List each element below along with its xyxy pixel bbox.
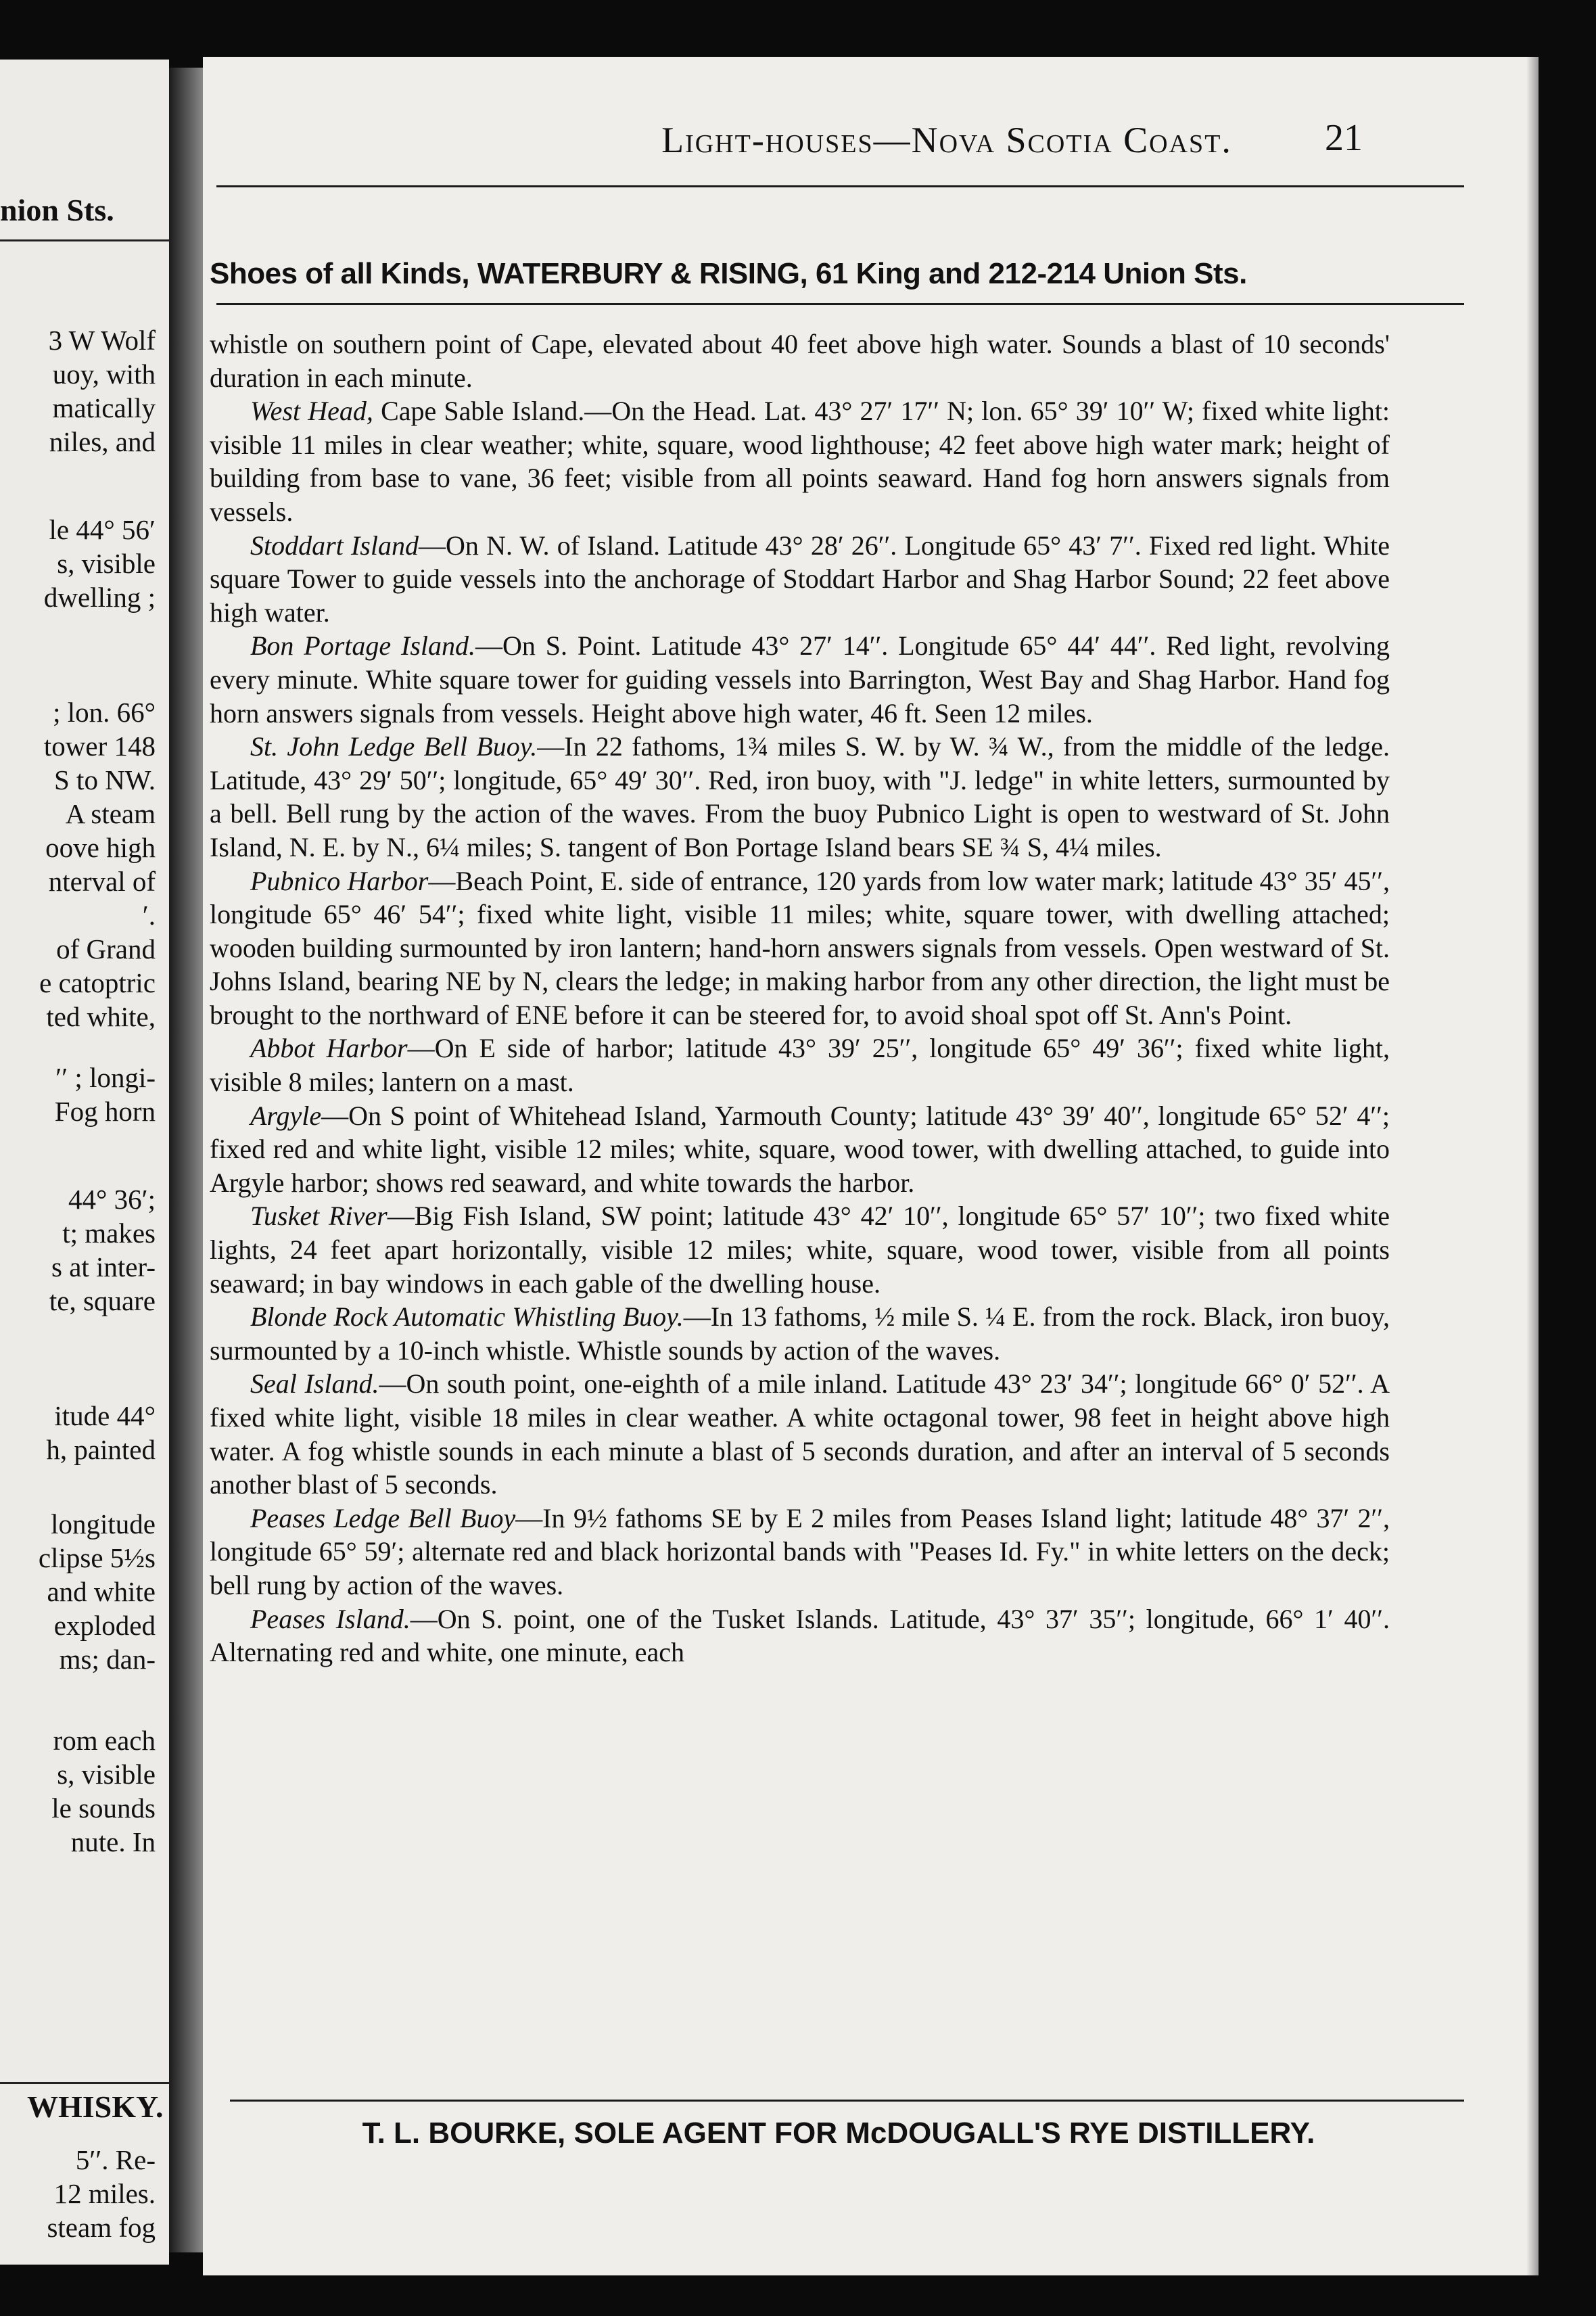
entry-paragraph <box>210 864 1390 1032</box>
footer-rule <box>230 2100 1464 2102</box>
entry-text: —On S point of Whitehead Island, Yarmouth County; latitude 43° 39′ 40′′, longitude 65° 52′ 4′′; fixed red and white light, visible 12 miles; white, square, wood tower, with dwelling attached, to guide into Argyle harbor; shows red seaward, and white towards the harbor. <box>210 1100 1390 1198</box>
entry-paragraph <box>210 529 1390 630</box>
place-name: Peases Island. <box>250 1603 410 1634</box>
left-page-line: le 44° 56′ <box>49 514 156 545</box>
entry-paragraph <box>210 730 1390 864</box>
entry-text: —In 22 fathoms, 1¾ miles S. W. by W. ¾ W., from the middle of the ledge. Latitude, 43° 29′ 50′′; longitude, 65° 49′ 30′′. Red, iron buoy, with "J. ledge" in white letters, surmounted by a bell. Bell rung by the action of the waves. From the buoy Pubnico Light is open to westward of St. John Island, N. E. by N., 6¼ miles; S. tangent of Bon Portage Island bears SE ¾ S, 4¼ miles. <box>210 731 1390 862</box>
left-page-line: te, square <box>49 1285 156 1316</box>
left-page-line: ′. <box>142 900 156 931</box>
left-page-line: itude 44° <box>54 1400 156 1431</box>
left-page-line: and white <box>47 1576 156 1607</box>
left-page-fragment <box>0 60 169 2265</box>
left-page-header: nion Sts. <box>0 193 114 227</box>
left-page-line: ted white, <box>46 1001 156 1032</box>
left-page-line: exploded <box>53 1610 156 1641</box>
left-page-line: matically <box>52 392 156 423</box>
place-name: Peases Ledge Bell Buoy <box>250 1502 516 1533</box>
left-page-line: le sounds <box>51 1792 156 1824</box>
left-page-line: dwelling ; <box>43 582 156 613</box>
left-page-line: A steam <box>65 798 156 829</box>
entry-text: Cape Sable Island.—On the Head. Lat. 43° 27′ 17′′ N; lon. 65° 39′ 10′′ W; fixed white light: visible 11 miles in clear weather; white, square, wood lighthouse; 42 feet above high water mark; height of building from base to vane, 36 feet; visible from all points seaward. Hand fog horn answers signals from vessels. <box>210 396 1390 527</box>
place-name: West Head, <box>250 396 373 427</box>
left-page-line: 5′′. Re- <box>75 2144 156 2175</box>
place-name: Blonde Rock Automatic Whistling Buoy. <box>250 1301 684 1333</box>
entry-paragraph <box>210 629 1390 730</box>
entry-text: —Beach Point, E. side of entrance, 120 yards from low water mark; latitude 43° 35′ 45′′, longitude 65° 46′ 54′′; fixed white light, visible 11 miles; white, square tower, with dwelling attached; wooden building surmounted by iron lantern; hand-horn answers signals from vessels. Open westward of St. Johns Island, bearing NE by N, clears the ledge; in making harbor from any other direction, the light must be brought to the northward of ENE before it can be steered for, to avoid shoal spot off St. Ann's Point. <box>210 865 1390 1030</box>
body-text <box>210 327 1390 1669</box>
place-name: Seal Island. <box>250 1368 379 1399</box>
place-name: Pubnico Harbor <box>250 865 429 896</box>
left-page-line: clipse 5½s <box>38 1542 156 1573</box>
left-page-line: nute. In <box>70 1826 156 1857</box>
header-rule <box>216 185 1464 187</box>
left-page-line: 44° 36′; <box>68 1184 156 1215</box>
entry-text: whistle on southern point of Cape, elevated about 40 feet above high water. Sounds a blast of 10 seconds' duration in each minute. <box>210 329 1390 393</box>
entry-paragraph <box>210 1367 1390 1501</box>
place-name: Tusket River <box>250 1201 388 1232</box>
left-page-footer: WHISKY. <box>27 2089 164 2124</box>
ad-rule <box>216 303 1464 305</box>
left-page-line: S to NW. <box>54 764 156 795</box>
entry-text: —On N. W. of Island. Latitude 43° 28′ 26′′. Longitude 65° 43′ 7′′. Fixed red light. White square Tower to guide vessels into the anchorage of Stoddart Harbor and Shag Harbor Sound; 22 feet above high water. <box>210 530 1390 628</box>
left-page-line: nterval of <box>48 866 156 897</box>
left-page-rule <box>0 2082 169 2084</box>
entry-paragraph <box>210 327 1390 394</box>
top-advertisement: Shoes of all Kinds, WATERBURY & RISING, 61 King and 212-214 Union Sts. <box>210 257 1247 290</box>
left-page-rule <box>0 239 169 241</box>
left-page-line: longitude <box>51 1508 156 1539</box>
left-page-line: oove high <box>45 832 156 863</box>
place-name: Argyle <box>250 1100 322 1131</box>
place-name: St. John Ledge Bell Buoy. <box>250 731 538 762</box>
entry-paragraph <box>210 394 1390 528</box>
left-page-line: s, visible <box>57 548 156 579</box>
left-page-line: ; lon. 66° <box>53 697 156 728</box>
entry-text: —Big Fish Island, SW point; latitude 43° 42′ 10′′, longitude 65° 57′ 10′′; two fixed white lights, 24 feet apart horizontally, visible 12 miles; white, square, wood tower, visible from all points seaward; in bay windows in each gable of the dwelling house. <box>210 1201 1390 1299</box>
entry-text: —In 13 fathoms, ½ mile S. ¼ E. from the rock. Black, iron buoy, surmounted by a 10-inch whistle. Whistle sounds by action of the waves. <box>210 1301 1390 1366</box>
entry-paragraph <box>210 1099 1390 1200</box>
left-page-line: h, painted <box>46 1434 156 1465</box>
book-page <box>203 57 1539 2275</box>
left-page-line: t; makes <box>62 1218 156 1249</box>
entry-paragraph <box>210 1032 1390 1098</box>
left-page-line: niles, and <box>49 426 156 457</box>
entry-text: —On E side of harbor; latitude 43° 39′ 25′′, longitude 65° 49′ 36′′; fixed white light, visible 8 miles; lantern on a mast. <box>210 1033 1390 1098</box>
left-page-line: steam fog <box>47 2212 156 2243</box>
entry-text: —On S. point, one of the Tusket Islands. Latitude, 43° 37′ 35′′; longitude, 66° 1′ 40′′. Alternating red and white, one minute, each <box>210 1603 1390 1668</box>
entry-paragraph <box>210 1502 1390 1602</box>
page-number: 21 <box>1325 117 1363 159</box>
place-name: Abbot Harbor <box>250 1033 408 1064</box>
left-page-line: of Grand <box>56 933 156 965</box>
running-head: Light-houses—Nova Scotia Coast. <box>661 120 1232 160</box>
left-page-line: rom each <box>53 1725 156 1756</box>
left-page-line: ms; dan- <box>59 1644 156 1675</box>
left-page-line: 12 miles. <box>53 2178 156 2209</box>
left-page-line: tower 148 <box>43 731 156 762</box>
page-edge-shadow <box>1526 57 1539 2275</box>
entry-text: —On south point, one-eighth of a mile inland. Latitude 43° 23′ 34′′; longitude 66° 0′ 52′′. A fixed white light, visible 18 miles in clear weather. A white octagonal tower, 98 feet in height above high water. A fog whistle sounds in each minute a blast of 5 seconds duration, and after an interval of 5 seconds another blast of 5 seconds. <box>210 1368 1390 1500</box>
bottom-advertisement: T. L. BOURKE, SOLE AGENT FOR McDOUGALL'S RYE DISTILLERY. <box>362 2116 1315 2150</box>
entry-paragraph <box>210 1199 1390 1300</box>
place-name: Bon Portage Island. <box>250 630 476 662</box>
left-page-line: s at inter- <box>51 1251 156 1282</box>
entry-paragraph <box>210 1300 1390 1367</box>
entry-text: —In 9½ fathoms SE by E 2 miles from Peases Island light; latitude 48° 37′ 2′′, longitude 65° 59′; alternate red and black horizontal bands with "Peases Id. Fy." in white letters on the deck; bell rung by action of the waves. <box>210 1502 1390 1600</box>
left-page-line: 3 W Wolf <box>48 325 156 356</box>
left-page-line: ′′ ; longi- <box>55 1062 156 1093</box>
left-page-line: Fog horn <box>54 1096 156 1127</box>
left-page-line: uoy, with <box>52 358 156 390</box>
left-page-line: s, visible <box>57 1759 156 1790</box>
entry-text: —On S. Point. Latitude 43° 27′ 14′′. Longitude 65° 44′ 44′′. Red light, revolving every minute. White square tower for guiding vessels into Barrington, West Bay and Shag Harbor. Hand fog horn answers signals from vessels. Height above high water, 46 ft. Seen 12 miles. <box>210 630 1390 728</box>
place-name: Stoddart Island <box>250 530 419 561</box>
left-page-line: e catoptric <box>39 967 156 998</box>
entry-paragraph <box>210 1602 1390 1669</box>
